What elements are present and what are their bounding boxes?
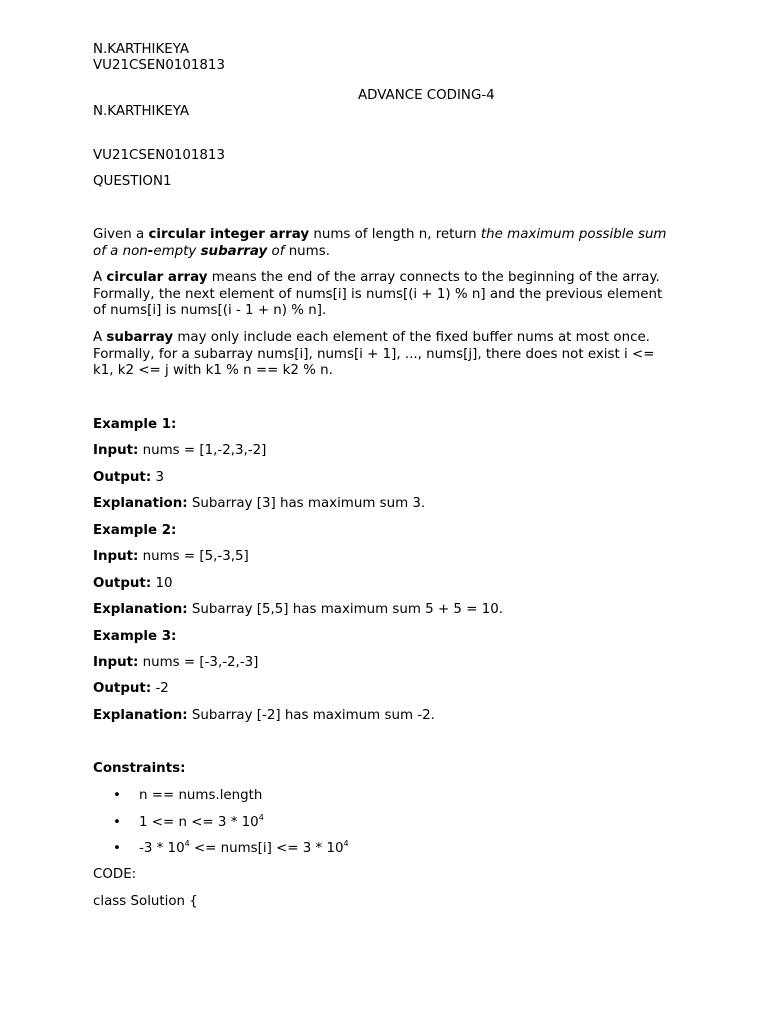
text: nums of length n, return xyxy=(309,227,481,242)
text: 1 <= n <= 3 * 10 xyxy=(139,815,259,830)
explanation-label: Explanation: xyxy=(93,708,188,723)
input-label: Input: xyxy=(93,655,139,670)
text: may only include each element of the fixed buffer nums at most once. Formally, for a subarray nums[i], nums[i + 1], ..., nums[j], there does not exist i <= k1, k2 <= j with k1 % n == k2 % n. xyxy=(93,330,655,378)
explanation-label: Explanation: xyxy=(93,602,188,617)
constraint-3 xyxy=(139,838,349,858)
output-label: Output: xyxy=(93,681,152,696)
example-3-heading xyxy=(93,629,176,646)
problem-paragraph-1 xyxy=(93,227,678,260)
example-3-output xyxy=(93,681,169,698)
bullet-icon: • xyxy=(113,788,121,803)
example-heading: Example 3: xyxy=(93,629,177,644)
text: means the end of the array connects to the beginning of the array. Formally, the next element of nums[i] is nums[(i + 1) % n] and the previous element of nums[i] is nums[(i - 1 + n) % n]. xyxy=(93,270,663,318)
example-1-input xyxy=(93,443,266,460)
code-label: CODE: xyxy=(93,867,137,882)
problem-paragraph-3 xyxy=(93,330,678,380)
bold-term-circular-array: circular array xyxy=(106,270,208,285)
bullet-icon: • xyxy=(113,841,121,856)
output-label: Output: xyxy=(93,470,152,485)
author-id: VU21CSEN0101813 xyxy=(93,148,225,163)
code-line-1: class Solution { xyxy=(93,894,198,909)
italic-text: the maximum possible sum of a non xyxy=(93,227,667,259)
header-id: VU21CSEN0101813 xyxy=(93,58,225,73)
italic-text: of xyxy=(267,243,285,259)
output-value: 3 xyxy=(151,470,164,485)
input-label: Input: xyxy=(93,549,139,564)
bullet-icon: • xyxy=(113,815,121,830)
bold-term-subarray: subarray xyxy=(106,330,174,345)
input-value: nums = [-3,-2,-3] xyxy=(138,655,259,670)
constraints-heading-text: Constraints: xyxy=(93,761,186,776)
superscript: 4 xyxy=(258,812,264,822)
example-2-explanation xyxy=(93,602,503,619)
explanation-value: Subarray [5,5] has maximum sum 5 + 5 = 10. xyxy=(187,602,503,617)
example-3-input xyxy=(93,655,258,672)
input-value: nums = [5,-3,5] xyxy=(138,549,249,564)
output-label: Output: xyxy=(93,576,152,591)
bold-term-circular-integer-array: circular integer array xyxy=(148,227,310,242)
text: <= nums[i] <= 3 * 10 xyxy=(189,841,344,856)
example-2-input xyxy=(93,549,249,566)
text: A xyxy=(93,330,107,345)
problem-paragraph-2 xyxy=(93,270,678,320)
text: nums. xyxy=(284,243,330,259)
example-1-heading xyxy=(93,417,176,434)
text: Given a xyxy=(93,227,149,242)
page-title: ADVANCE CODING-4 xyxy=(358,88,495,103)
constraint-2 xyxy=(139,812,264,832)
example-2-heading xyxy=(93,523,176,540)
example-heading: Example 2: xyxy=(93,523,177,538)
example-3-explanation xyxy=(93,708,435,725)
header-name: N.KARTHIKEYA xyxy=(93,42,190,57)
example-heading: Example 1: xyxy=(93,417,177,432)
superscript: 4 xyxy=(184,838,190,848)
explanation-value: Subarray [-2] has maximum sum -2. xyxy=(187,708,435,723)
italic-text: empty xyxy=(153,243,201,259)
superscript: 4 xyxy=(343,838,349,848)
example-1-output xyxy=(93,470,164,487)
text: A xyxy=(93,270,107,285)
example-1-explanation xyxy=(93,496,425,513)
input-value: nums = [1,-2,3,-2] xyxy=(138,443,267,458)
explanation-label: Explanation: xyxy=(93,496,188,511)
bold-italic-term-subarray: subarray xyxy=(200,243,268,259)
input-label: Input: xyxy=(93,443,139,458)
question-label: QUESTION1 xyxy=(93,174,172,189)
text: -3 * 10 xyxy=(139,841,185,856)
bold-dash: - xyxy=(147,243,154,259)
output-value: -2 xyxy=(151,681,169,696)
explanation-value: Subarray [3] has maximum sum 3. xyxy=(187,496,426,511)
constraints-heading xyxy=(93,761,185,778)
constraint-1: n == nums.length xyxy=(139,788,263,803)
example-2-output xyxy=(93,576,173,593)
author-name: N.KARTHIKEYA xyxy=(93,104,190,119)
output-value: 10 xyxy=(151,576,173,591)
